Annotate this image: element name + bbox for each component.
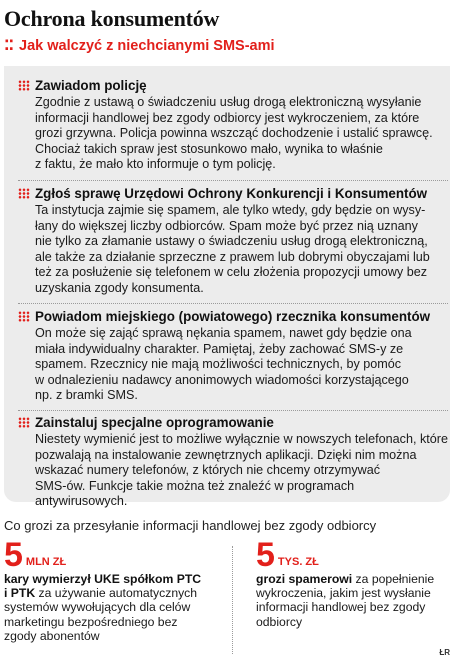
grid-bullet-icon (18, 188, 30, 199)
text-line: grozi grzywna. Policja powinna wszcząć dochodzenie i ustalić sprawcę. (35, 126, 433, 140)
page-subtitle (4, 38, 275, 54)
advice-section-ombudsman (18, 309, 448, 404)
text-line: miała indywidualny charakter. Pamiętaj, żeby zachować SMS-y ze (35, 341, 404, 356)
text-line: spamem. Rzecznicy nie mają możliwości technicznych, by pomóc (35, 357, 402, 371)
advice-box (4, 66, 450, 508)
text-line: On może się zająć sprawą nękania spamem, nawet gdy będzie ona (35, 326, 412, 340)
text-line: informacji handlowej bez zgody odbiorcy jest wykroczeniem, za które (35, 110, 420, 125)
penalty-fact-spammer (256, 536, 452, 629)
advice-section-software (18, 415, 448, 510)
text-line: wskazać numery telefonów, z których nie chcemy otrzymywać (35, 463, 381, 477)
grid-bullet-icon (18, 80, 30, 91)
fact-number: 5 (256, 536, 275, 574)
fact-unit: TYS. ZŁ (277, 556, 319, 568)
section-separator (18, 303, 448, 304)
section-body (35, 203, 448, 296)
text-line: pozwalają na instalowanie zewnętrznych aplikacji. Dzięki nim można (35, 447, 417, 462)
fact-description: grozi spamerowi za popełnienie wykroczenia, jakim jest wysłanie informacji handlowej bez zgody odbiorcy (256, 572, 435, 629)
text-line: SMS-ów. Funkcje takie można też znaleźć w programach (35, 478, 355, 493)
section-separator (18, 180, 448, 181)
author-credit: ŁR (439, 648, 450, 657)
text-line: uzyskania zgody konsumenta. (35, 280, 204, 295)
section-body (35, 432, 448, 510)
page-title: Ochrona konsumentów (4, 6, 220, 31)
advice-section-uokik (18, 186, 448, 296)
fact-figure (256, 536, 452, 574)
section-body (35, 95, 448, 173)
text-line: łany do większej liczby odbiorców. Spam może być przez nią uznany (35, 218, 418, 233)
text-line: ale także za działanie sprzeczne z prawem lub dobrymi obyczajami lub (35, 249, 430, 264)
text-line: Zgodnie z ustawą o świadczeniu usług drogą elektroniczną wysyłanie (35, 95, 422, 109)
fact-number: 5 (4, 536, 23, 574)
grid-bullet-icon (18, 311, 30, 322)
section-body (35, 326, 448, 404)
section-heading: Powiadom miejskiego (powiatowego) rzecznika konsumentów (18, 309, 448, 324)
section-heading: Zainstaluj specjalne oprogramowanie (18, 415, 448, 430)
subtitle-marker-icon: ⁚⁚ (4, 38, 14, 54)
text-line: np. z bramki SMS. (35, 388, 138, 402)
text-line: Niestety wymienić jest to możliwe wyłącznie w nowszych telefonach, które (35, 432, 448, 446)
column-divider (232, 546, 233, 654)
section-heading: Zgłoś sprawę Urzędowi Ochrony Konkurencji i Konsumentów (18, 186, 448, 201)
penalty-fact-uke (4, 536, 226, 643)
text-line: też za posłużenie się telefonem w celu złożenia propozycji umowy bez (35, 265, 428, 279)
fact-figure (4, 536, 226, 574)
text-line: z faktu, że mało kto informuje o tym policję. (35, 157, 276, 171)
text-line: Ta instytucja zajmie się spamem, ale tylko wtedy, gdy będzie on wysy- (35, 203, 426, 217)
section-separator (18, 410, 448, 411)
text-line: w odnalezieniu nadawcy anonimowych wiadomości korzystającego (35, 372, 409, 387)
text-line: antywirusowych. (35, 494, 128, 508)
section-heading: Zawiadom policję (18, 78, 448, 93)
grid-bullet-icon (18, 417, 30, 428)
penalties-heading: Co grozi za przesyłanie informacji handlowej bez zgody odbiorcy (4, 518, 377, 533)
text-line: Chociaż takich spraw jest stosunkowo mało, wynika to właśnie (35, 141, 383, 156)
fact-unit: MLN ZŁ (25, 556, 67, 568)
advice-section-police (18, 78, 448, 173)
fact-description: kary wymierzył UKE spółkom PTC i PTK za używanie automatycznych systemów wywołujących dla celów marketingu bezpośredniego bez zgody abonentów (4, 572, 202, 643)
text-line: nie tylko za złamanie ustawy o świadczeniu usług drogą elektroniczną, (35, 234, 428, 248)
subtitle-text: Jak walczyć z niechcianymi SMS-ami (19, 38, 275, 54)
